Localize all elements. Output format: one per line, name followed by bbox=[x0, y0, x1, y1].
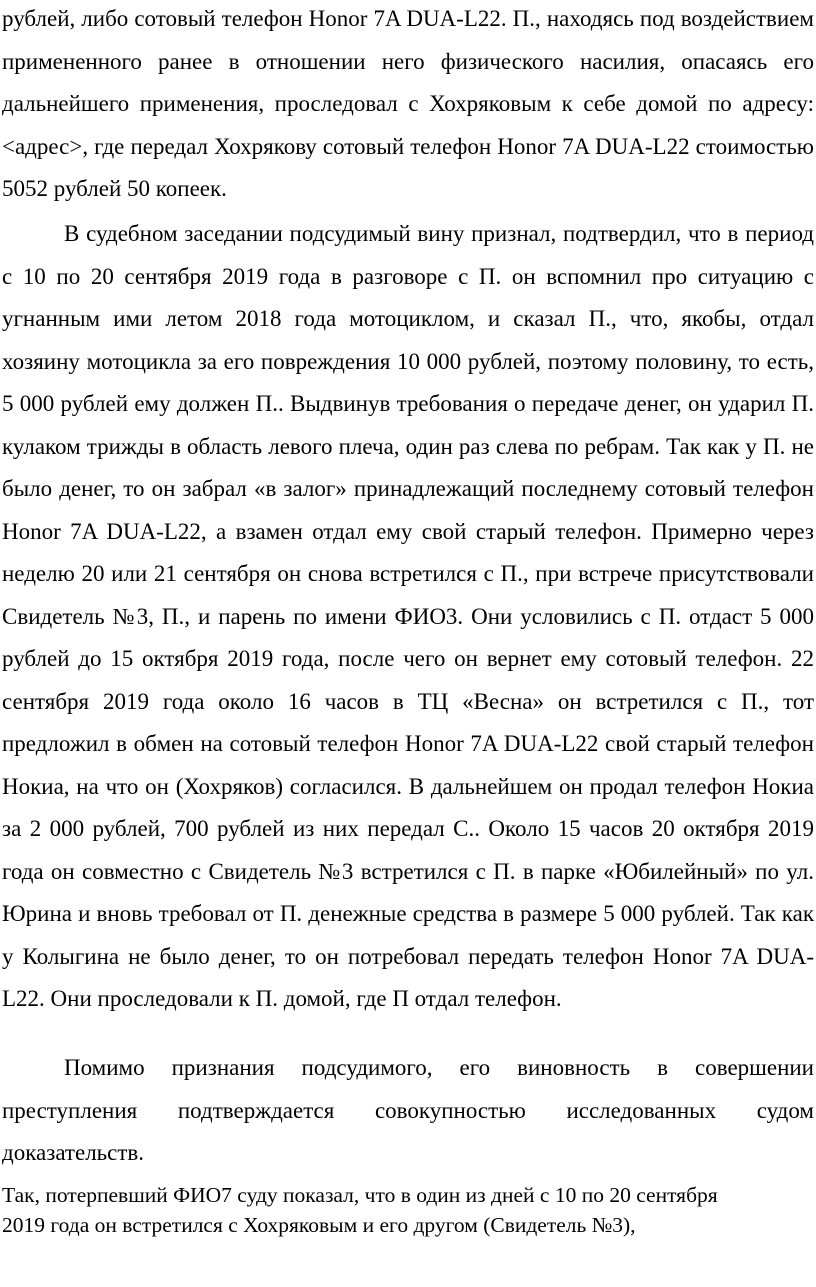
paragraph-evidence-summary: Помимо признания подсудимого, его виновность в совершении преступления подтверждается совокупностью исследованных судом доказательств. bbox=[2, 1055, 814, 1165]
paragraph-victim-testimony: Так, потерпевший ФИО7 суду показал, что в один из дней с 10 по 20 сентября 2019 года он встретился с Хохряковым и его другом (Свидетель №3), bbox=[2, 1183, 718, 1237]
paragraph-continuation: рублей, либо сотовый телефон Honor 7A DUA-L22. П., находясь под воздействием примененного ранее в отношении него физического насилия, опасаясь его дальнейшего применения, проследовал с Хохряковым к себе домой по адресу: <адрес>, где передал Хохрякову сотовый телефон Honor 7A DUA-L22 стоимостью 5052 рублей 50 копеек. bbox=[2, 6, 814, 201]
paragraph-defendant-testimony: В судебном заседании подсудимый вину признал, подтвердил, что в период с 10 по 20 сентября 2019 года в разговоре с П. он вспомнил про ситуацию с угнанным ими летом 2018 года мотоциклом, и сказал П., что, якобы, отдал хозяину мотоцикла за его повреждения 10 000 рублей, поэтому половину, то есть, 5 000 рублей ему должен П.. Выдвинув требования о передаче денег, он ударил П. кулаком трижды в область левого плеча, один раз слева по ребрам. Так как у П. не было денег, то он забрал «в залог» принадлежащий последнему сотовый телефон Honor 7A DUA-L22, а взамен отдал ему свой старый телефон. Примерно через неделю 20 или 21 сентября он снова встретился с П., при встрече присутствовали Свидетель №3, П., и парень по имени ФИО3. Они условились с П. отдаст 5 000 рублей до 15 октября 2019 года, после чего он вернет ему сотовый телефон. 22 сентября 2019 года около 16 часов в ТЦ «Весна» он встретился с П., тот предложил в обмен на сотовый телефон Honor 7A DUA-L22 свой старый телефон Нокиа, на что он (Хохряков) согласился. В дальнейшем он продал телефон Нокиа за 2 000 рублей, 700 рублей из них передал С.. Около 15 часов 20 октября 2019 года он совместно с Свидетель №3 встретился с П. в парке «Юбилейный» по ул. Юрина и вновь требовал от П. денежные средства в размере 5 000 рублей. Так как у Колыгина не было денег, то он потребовал передать телефон Honor 7A DUA-L22. Они проследовали к П. домой, где П отдал телефон. bbox=[2, 221, 814, 1011]
